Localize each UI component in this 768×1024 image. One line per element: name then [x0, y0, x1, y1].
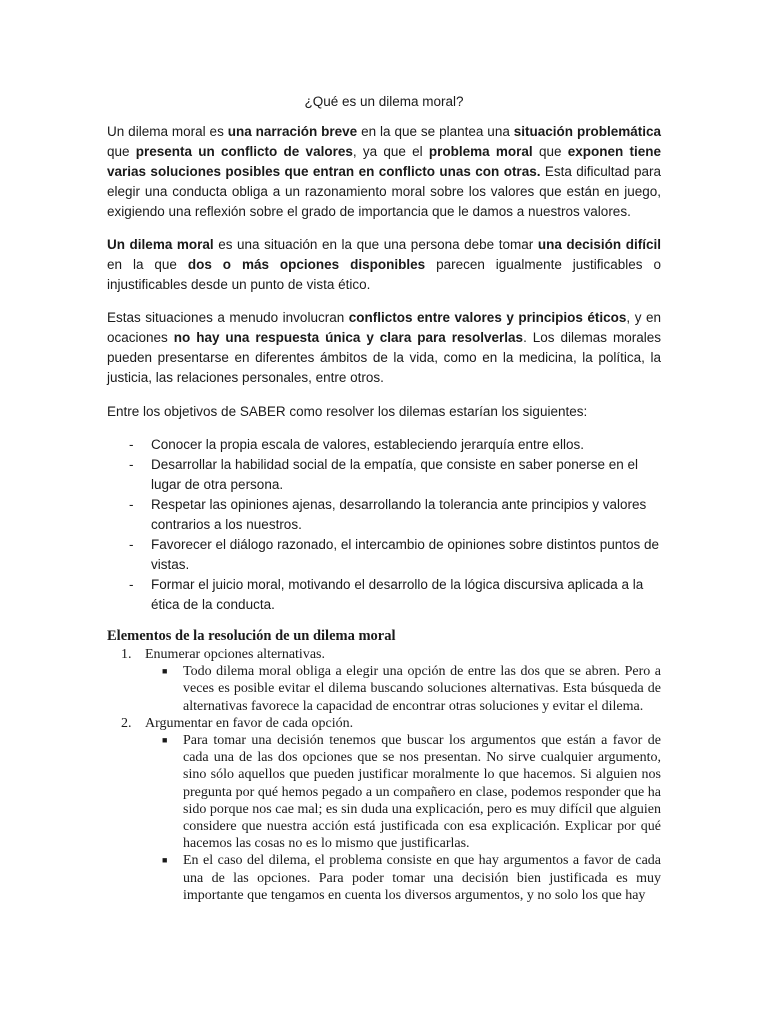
list-item: [107, 535, 661, 575]
list-item: [107, 575, 661, 615]
square-bullet-icon: ■: [162, 855, 168, 866]
bold-text: situación problemática: [513, 124, 661, 139]
dash-bullet: -: [129, 577, 134, 592]
step-number: 2.: [121, 715, 132, 731]
step-label: Argumentar en favor de cada opción.: [145, 715, 354, 731]
list-item: [107, 495, 661, 535]
square-bullet-icon: ■: [162, 666, 168, 677]
text: parecen igualmente justificables o injustificables desde un punto de vista ético.: [107, 257, 661, 292]
list-item: [107, 455, 661, 495]
bullet-text: Todo dilema moral obliga a elegir una opción de entre las dos que se abren. Pero a veces es posible evitar el dilema buscando soluciones alternativas. Esta búsqueda de alternativas favorece la capacidad de encontrar otras soluciones y evitar el dilema.: [183, 664, 661, 714]
list-item-text: Desarrollar la habilidad social de la empatía, que consiste en saber ponerse en el lugar de otra persona.: [151, 457, 639, 492]
text: en la que: [107, 257, 188, 272]
bold-text: problema moral: [428, 144, 533, 159]
text: . Los dilemas morales pueden presentarse en diferentes ámbitos de la vida, como en la medicina, la política, la justicia, las relaciones personales, entre otros.: [107, 330, 661, 385]
resolution-steps: [107, 646, 661, 904]
bullet-item: [145, 732, 661, 852]
paragraph-definition: [107, 122, 661, 222]
step-label: Enumerar opciones alternativas.: [145, 647, 325, 662]
text: Un dilema moral es: [107, 124, 228, 139]
dash-bullet: -: [129, 437, 134, 452]
list-item-text: Respetar las opiniones ajenas, desarrollando la tolerancia ante principios y valores contrarios a los nuestros.: [151, 497, 647, 532]
step-bullets: [145, 732, 661, 904]
step-item: [107, 646, 661, 715]
list-item-text: Conocer la propia escala de valores, estableciendo jerarquía entre ellos.: [151, 437, 585, 452]
list-item-text: Formar el juicio moral, motivando el desarrollo de la lógica discursiva aplicada a la ética de la conducta.: [151, 577, 644, 612]
section-heading: Elementos de la resolución de un dilema moral: [107, 628, 396, 644]
bold-text: conflictos entre valores y principios éticos: [348, 310, 627, 325]
text: en la que se plantea una: [357, 124, 514, 139]
dash-bullet: -: [129, 537, 134, 552]
paragraph-conflicts: [107, 308, 661, 388]
bullet-item: [145, 663, 661, 715]
text: , ya que el: [352, 144, 429, 159]
step-item: [107, 715, 661, 904]
bold-text: Un dilema moral: [107, 237, 214, 252]
bold-text: una decisión difícil: [537, 237, 661, 252]
bullet-item: [145, 852, 661, 904]
bold-text: no hay una respuesta única y clara para resolverlas: [173, 330, 524, 345]
objectives-list: [107, 435, 661, 615]
text: es una situación en la que una persona debe tomar: [213, 237, 538, 252]
text: , y en ocaciones: [107, 310, 661, 345]
bold-text: una narración breve: [227, 124, 358, 139]
bullet-text: En el caso del dilema, el problema consiste en que hay argumentos a favor de cada una de las opciones. Para poder tomar una decisión bien justificada es muy importante que tengamos en cuenta los diversos argumentos, y no solo los que hay: [183, 853, 661, 903]
bold-text: dos o más opciones disponibles: [187, 257, 426, 272]
bold-text: exponen tiene varias soluciones posibles que entran en conflicto unas con otras.: [107, 144, 661, 179]
paragraph-situation: [107, 235, 661, 295]
text: que: [532, 144, 568, 159]
page-title: ¿Qué es un dilema moral?: [304, 94, 464, 109]
text: que: [107, 144, 136, 159]
paragraph-objectives-intro: Entre los objetivos de SABER como resolver los dilemas estarían los siguientes:: [107, 404, 588, 419]
dash-bullet: -: [129, 457, 134, 472]
dash-bullet: -: [129, 497, 134, 512]
step-number: 1.: [121, 647, 132, 662]
square-bullet-icon: ■: [162, 735, 168, 746]
bullet-text: Para tomar una decisión tenemos que buscar los argumentos que están a favor de cada una de las dos opciones que se nos presentan. No sirve cualquier argumento, sino sólo aquellos que pueden justificar moralmente lo que hacemos. Si alguien nos pregunta por qué hemos pegado a un compañero en clase, podemos responder que ha sido porque nos cae mal; es sin duda una explicación, pero es muy difícil que alguien considere que nuestra acción está justificada con esa explicación. Explicar por qué hacemos las cosas no es lo mismo que justificarlas.: [183, 733, 661, 852]
text: Estas situaciones a menudo involucran: [107, 310, 349, 325]
step-bullets: [145, 663, 661, 715]
list-item: [107, 435, 661, 455]
list-item-text: Favorecer el diálogo razonado, el intercambio de opiniones sobre distintos puntos de vistas.: [151, 537, 660, 572]
text: Esta dificultad para elegir una conducta obliga a un razonamiento moral sobre los valores que están en juego, exigiendo una reflexión sobre el grado de importancia que le damos a nuestros valores.: [107, 164, 661, 219]
bold-text: presenta un conflicto de valores: [135, 144, 353, 159]
